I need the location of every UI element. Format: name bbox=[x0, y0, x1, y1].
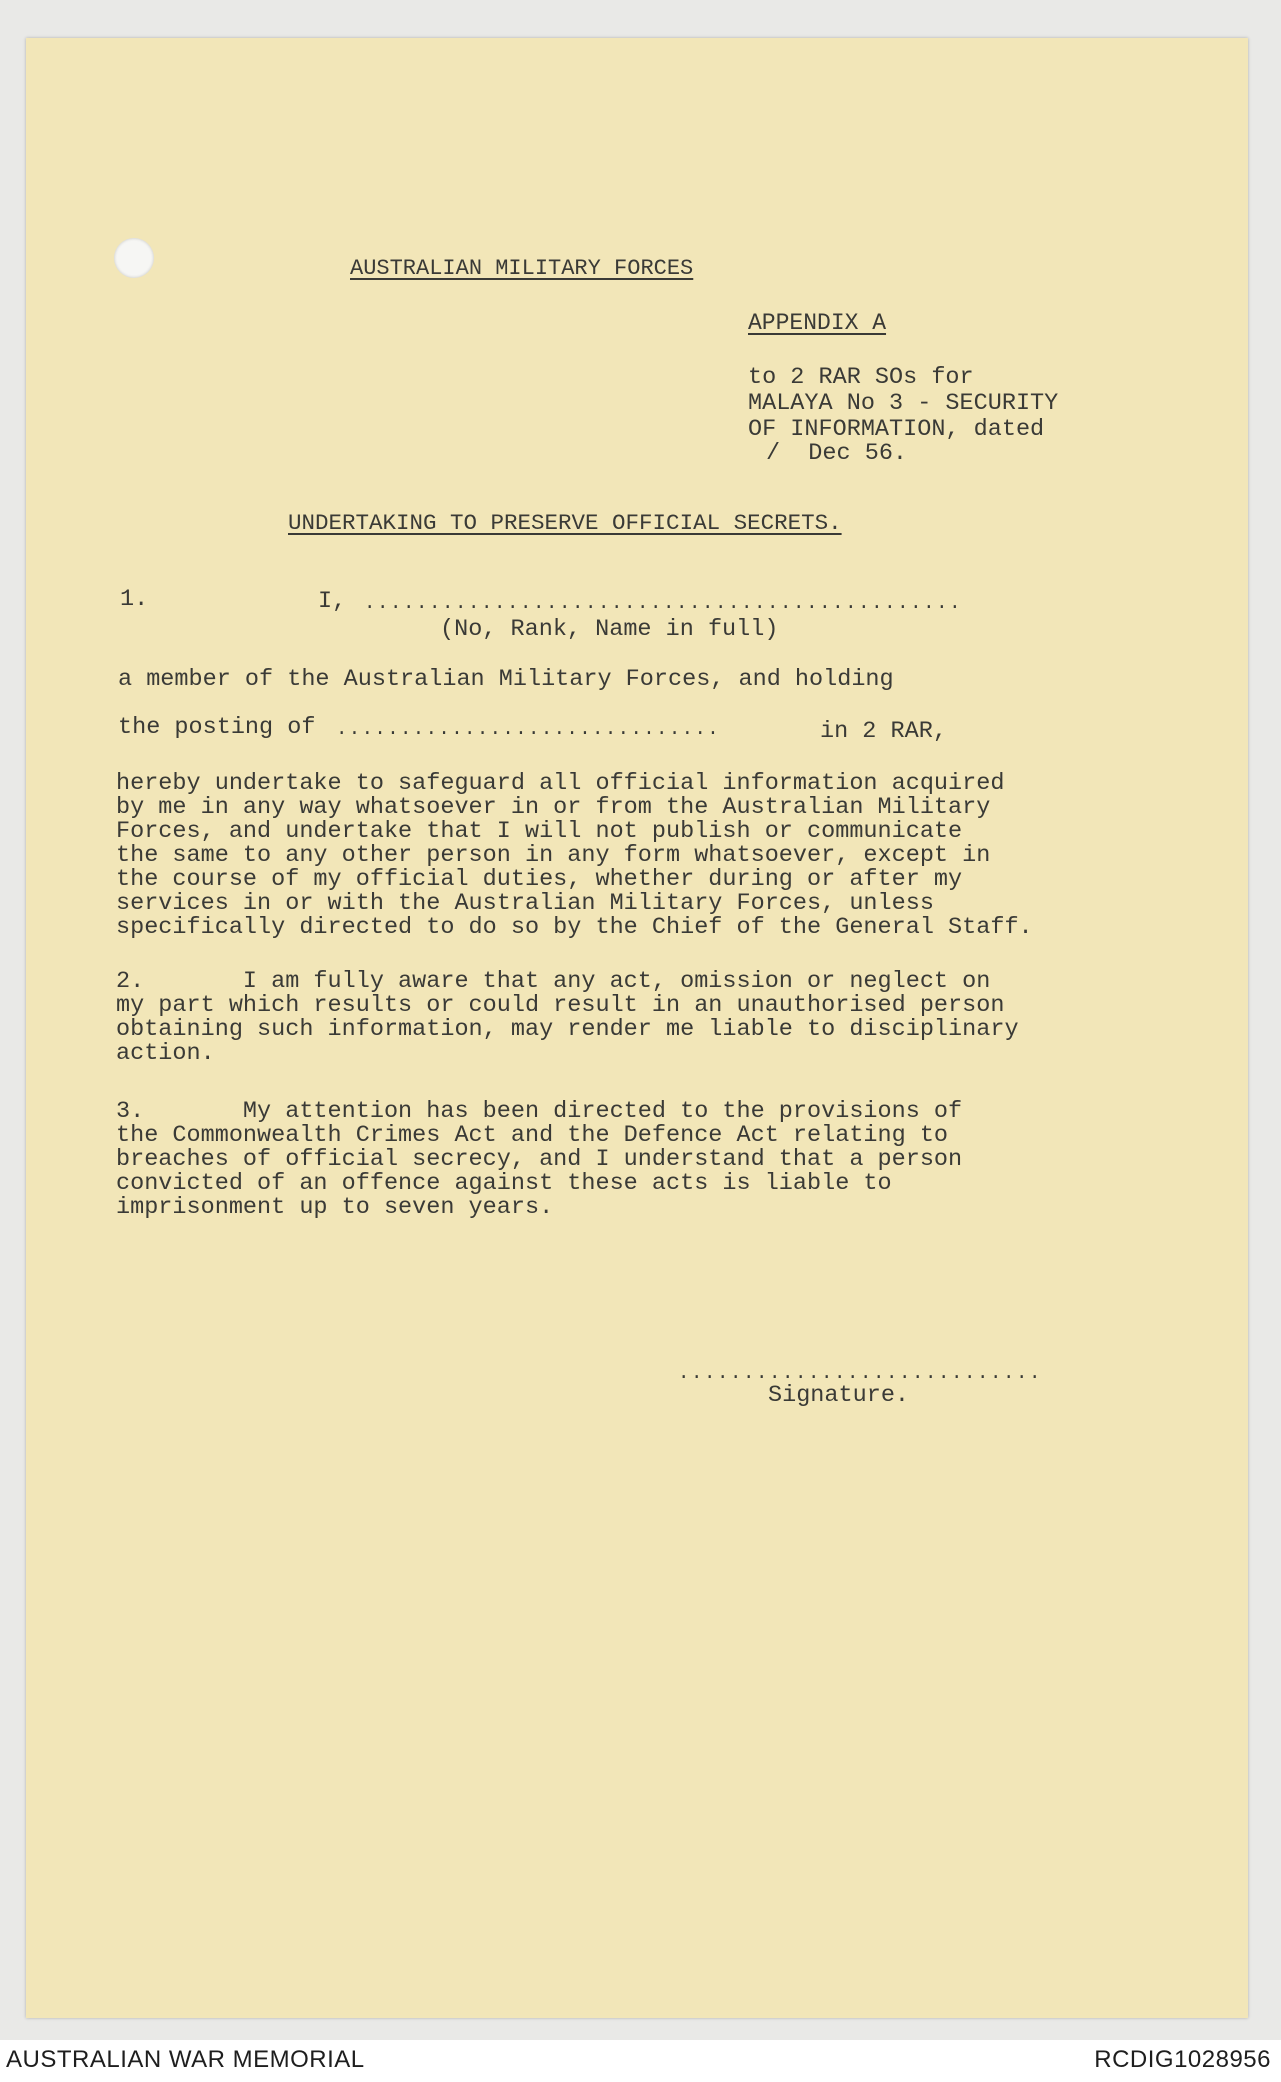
text-line: obtaining such information, may render me liable to disciplinary bbox=[116, 1016, 1019, 1043]
posting-label: the posting of bbox=[118, 714, 316, 741]
text-line: breaches of official secrecy, and I understand that a person bbox=[116, 1146, 963, 1173]
member-line: a member of the Australian Military Forces, and holding bbox=[118, 666, 894, 693]
text-line: convicted of an offence against these acts is liable to bbox=[116, 1170, 892, 1197]
text-line: my part which results or could result in an unauthorised person bbox=[116, 992, 1005, 1019]
footer-record-id: RCDIG1028956 bbox=[1094, 2046, 1271, 2073]
appendix-line: MALAYA No 3 - SECURITY bbox=[748, 390, 1059, 417]
name-fill-line: .............................................. bbox=[364, 592, 963, 614]
text-line: Forces, and undertake that I will not publish or communicate bbox=[116, 818, 963, 845]
posting-suffix: in 2 RAR, bbox=[820, 718, 947, 745]
text-line: action. bbox=[116, 1040, 215, 1067]
footer-source: AUSTRALIAN WAR MEMORIAL bbox=[6, 2046, 365, 2073]
text-line: imprisonment up to seven years. bbox=[116, 1194, 554, 1221]
text-line: 2. I am fully aware that any act, omission or neglect on bbox=[116, 968, 991, 995]
signature-label: Signature. bbox=[768, 1382, 910, 1409]
name-field-hint: (No, Rank, Name in full) bbox=[440, 616, 779, 643]
document-heading: AUSTRALIAN MILITARY FORCES bbox=[350, 256, 694, 281]
text-line: hereby undertake to safeguard all official information acquired bbox=[116, 770, 1005, 797]
appendix-line: OF INFORMATION, dated bbox=[748, 416, 1045, 443]
text-line: the same to any other person in any form whatsoever, except in bbox=[116, 842, 991, 869]
text-line: the course of my official duties, whether during or after my bbox=[116, 866, 963, 893]
text-line: services in or with the Australian Military Forces, unless bbox=[116, 890, 934, 917]
text-line: specifically directed to do so by the Chief of the General Staff. bbox=[116, 914, 1033, 941]
paragraph-number: 1. bbox=[120, 586, 149, 613]
text-line: the Commonwealth Crimes Act and the Defence Act relating to bbox=[116, 1122, 949, 1149]
form-title: UNDERTAKING TO PRESERVE OFFICIAL SECRETS. bbox=[288, 510, 842, 536]
appendix-title: APPENDIX A bbox=[748, 310, 887, 336]
name-prefix: I, bbox=[318, 588, 347, 615]
appendix-line: to 2 RAR SOs for bbox=[748, 364, 974, 391]
punch-hole bbox=[114, 238, 154, 278]
text-line: 3. My attention has been directed to the provisions of bbox=[116, 1098, 963, 1125]
appendix-line: / Dec 56. bbox=[766, 440, 908, 467]
text-line: by me in any way whatsoever in or from the Australian Military bbox=[116, 794, 991, 821]
posting-fill-line: .............................. bbox=[336, 718, 721, 740]
signature-line: ............................ bbox=[678, 1362, 1043, 1384]
